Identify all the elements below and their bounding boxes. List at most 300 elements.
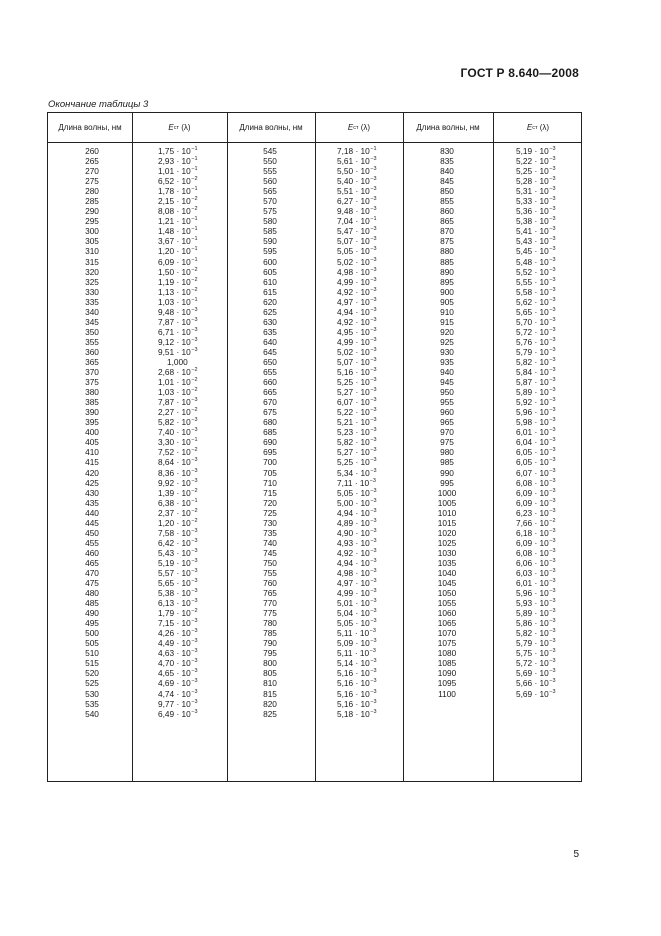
irradiance-cell: $5,70 \cdot 10^{-3}$ <box>516 316 556 327</box>
wavelength-cell: 860 <box>440 206 454 217</box>
irradiance-cell: $5,72 \cdot 10^{-3}$ <box>516 658 556 669</box>
irradiance-cell: $6,01 \cdot 10^{-3}$ <box>516 578 556 589</box>
irradiance-cell: $4,97 \cdot 10^{-3}$ <box>337 578 377 589</box>
wavelength-cell: 580 <box>263 216 277 227</box>
irradiance-cell: $5,86 \cdot 10^{-3}$ <box>516 618 556 629</box>
wavelength-cell: 385 <box>85 397 99 408</box>
wavelength-cell: 885 <box>440 256 454 267</box>
irradiance-cell: $7,15 \cdot 10^{-3}$ <box>158 618 198 629</box>
irradiance-cell: $5,00 \cdot 10^{-3}$ <box>337 497 377 508</box>
irradiance-cell: $5,25 \cdot 10^{-3}$ <box>516 166 556 177</box>
irradiance-cell: $5,89 \cdot 10^{-3}$ <box>516 608 556 619</box>
wavelength-cell: 1040 <box>437 567 457 578</box>
irradiance-cell: $5,05 \cdot 10^{-3}$ <box>337 618 377 629</box>
wavelength-cell: 700 <box>263 457 277 468</box>
wavelength-cell: 425 <box>85 477 99 488</box>
wavelength-cell: 920 <box>440 326 454 337</box>
irradiance-cell: $5,79 \cdot 10^{-3}$ <box>516 638 556 649</box>
wavelength-cell: 490 <box>85 608 99 619</box>
table-caption: Окончание таблицы 3 <box>48 99 149 110</box>
irradiance-cell: $6,07 \cdot 10^{-3}$ <box>516 467 556 478</box>
wavelength-cell: 1095 <box>437 678 457 689</box>
wavelength-cell: 775 <box>263 608 277 619</box>
irradiance-cell: $9,12 \cdot 10^{-3}$ <box>158 336 198 347</box>
wavelength-cell: 575 <box>263 206 277 217</box>
header-irradiance-3: E ст (λ) <box>526 123 550 132</box>
irradiance-cell: $4,74 \cdot 10^{-3}$ <box>158 688 198 699</box>
irradiance-cell: $9,92 \cdot 10^{-3}$ <box>158 477 198 488</box>
wavelength-cell: 660 <box>263 377 277 388</box>
irradiance-cell: $5,23 \cdot 10^{-3}$ <box>337 427 377 438</box>
wavelength-cell: 360 <box>85 346 99 357</box>
wavelength-cell: 1100 <box>438 688 456 699</box>
irradiance-cell: $5,19 \cdot 10^{-3}$ <box>516 146 556 156</box>
wavelength-cell: 730 <box>263 517 277 528</box>
wavelength-cell: 890 <box>440 266 454 277</box>
irradiance-cell: $5,41 \cdot 10^{-3}$ <box>516 226 556 237</box>
wavelength-cell: 875 <box>440 236 454 247</box>
wavelength-cell: 770 <box>263 598 277 609</box>
irradiance-cell: $5,58 \cdot 10^{-3}$ <box>516 286 556 297</box>
wavelength-cell: 480 <box>85 588 99 599</box>
wavelength-cell: 295 <box>85 216 99 227</box>
wavelength-cell: 960 <box>440 407 454 418</box>
wavelength-cell: 1035 <box>437 557 457 568</box>
irradiance-cell: $6,49 \cdot 10^{-3}$ <box>158 708 198 719</box>
irradiance-cell: $5,48 \cdot 10^{-3}$ <box>516 256 556 267</box>
wavelength-cell: 485 <box>85 598 99 609</box>
irradiance-cell: $6,08 \cdot 10^{-3}$ <box>516 477 556 488</box>
header-wavelength-1: Длина волны, нм <box>58 123 122 132</box>
wavelength-cell: 935 <box>440 356 454 367</box>
irradiance-cell: $5,22 \cdot 10^{-3}$ <box>337 407 377 418</box>
wavelength-cell: 925 <box>440 336 454 347</box>
irradiance-cell: $1,79 \cdot 10^{-2}$ <box>158 608 198 619</box>
wavelength-cell: 725 <box>263 507 277 518</box>
irradiance-cell: $4,98 \cdot 10^{-3}$ <box>337 567 377 578</box>
irradiance-cell: $2,93 \cdot 10^{-1}$ <box>158 156 198 167</box>
irradiance-cell: $5,72 \cdot 10^{-3}$ <box>516 326 556 337</box>
wavelength-cell: 510 <box>85 648 99 659</box>
irradiance-cell: $1,20 \cdot 10^{-1}$ <box>158 246 198 257</box>
irradiance-cell: $2,15 \cdot 10^{-2}$ <box>158 196 198 207</box>
irradiance-cell: $4,65 \cdot 10^{-3}$ <box>158 668 198 679</box>
irradiance-cell: $5,05 \cdot 10^{-3}$ <box>337 246 377 257</box>
irradiance-cell: $7,11 \cdot 10^{-3}$ <box>337 477 376 488</box>
irradiance-cell: $4,93 \cdot 10^{-3}$ <box>337 537 377 548</box>
irradiance-cell: $5,79 \cdot 10^{-3}$ <box>516 346 556 357</box>
irradiance-cell: $5,25 \cdot 10^{-3}$ <box>337 377 377 388</box>
irradiance-cell: $5,82 \cdot 10^{-3}$ <box>337 437 377 448</box>
wavelength-cell: 840 <box>440 166 454 177</box>
wavelength-cell: 475 <box>85 578 99 589</box>
irradiance-cell: $1,50 \cdot 10^{-2}$ <box>158 266 198 277</box>
irradiance-cell: $7,87 \cdot 10^{-3}$ <box>158 316 198 327</box>
irradiance-cell: $6,05 \cdot 10^{-3}$ <box>516 457 556 468</box>
irradiance-cell: $6,27 \cdot 10^{-3}$ <box>337 196 377 207</box>
irradiance-cell: $5,18 \cdot 10^{-3}$ <box>337 708 377 719</box>
irradiance-column-3 <box>516 146 556 699</box>
irradiance-cell: $5,16 \cdot 10^{-3}$ <box>337 367 377 378</box>
irradiance-cell: $4,90 \cdot 10^{-3}$ <box>337 527 377 538</box>
wavelength-cell: 335 <box>85 296 99 307</box>
wavelength-cell: 970 <box>440 427 454 438</box>
wavelength-cell: 910 <box>440 306 454 317</box>
irradiance-cell: $6,01 \cdot 10^{-3}$ <box>516 427 556 438</box>
standard-code: ГОСТ Р 8.640—2008 <box>460 66 579 80</box>
header-irradiance-2: E ст (λ) <box>347 123 371 132</box>
wavelength-cell: 455 <box>85 537 99 548</box>
spectral-table <box>47 112 582 782</box>
irradiance-cell: $5,04 \cdot 10^{-3}$ <box>337 608 377 619</box>
wavelength-cell: 880 <box>440 246 454 257</box>
wavelength-cell: 265 <box>85 156 99 167</box>
irradiance-cell: $4,69 \cdot 10^{-3}$ <box>158 678 198 689</box>
wavelength-cell: 370 <box>85 367 99 378</box>
header-irradiance-1: E ст (λ) <box>168 123 191 132</box>
irradiance-cell: $5,02 \cdot 10^{-3}$ <box>337 256 377 267</box>
wavelength-cell: 1045 <box>437 578 457 589</box>
wavelength-cell: 850 <box>440 186 454 197</box>
wavelength-cell: 680 <box>263 417 277 428</box>
irradiance-cell: $9,51 \cdot 10^{-3}$ <box>158 346 198 357</box>
irradiance-cell: $5,87 \cdot 10^{-3}$ <box>516 377 556 388</box>
wavelength-cell: 765 <box>263 588 277 599</box>
irradiance-cell: $5,07 \cdot 10^{-3}$ <box>337 236 377 247</box>
irradiance-column-1 <box>158 146 198 719</box>
irradiance-cell: $7,52 \cdot 10^{-2}$ <box>158 447 198 458</box>
header-wavelength-2: Длина волны, нм <box>239 123 303 132</box>
irradiance-cell: $5,27 \cdot 10^{-3}$ <box>337 447 377 458</box>
irradiance-cell: $5,31 \cdot 10^{-3}$ <box>516 186 556 197</box>
irradiance-cell: $1,75 \cdot 10^{-1}$ <box>158 146 198 156</box>
irradiance-cell: $4,89 \cdot 10^{-3}$ <box>337 517 377 528</box>
irradiance-cell: $4,99 \cdot 10^{-3}$ <box>337 336 377 347</box>
irradiance-cell: $4,99 \cdot 10^{-3}$ <box>337 588 377 599</box>
wavelength-cell: 830 <box>440 146 454 156</box>
wavelength-cell: 465 <box>85 557 99 568</box>
wavelength-cell: 325 <box>85 276 99 287</box>
wavelength-column-1 <box>62 146 122 719</box>
wavelength-cell: 565 <box>263 186 277 197</box>
irradiance-cell: $6,06 \cdot 10^{-3}$ <box>516 557 556 568</box>
irradiance-cell: $5,55 \cdot 10^{-3}$ <box>516 276 556 287</box>
wavelength-cell: 600 <box>263 256 277 267</box>
wavelength-cell: 280 <box>85 186 99 197</box>
wavelength-cell: 290 <box>85 206 99 217</box>
wavelength-cell: 615 <box>263 286 277 297</box>
wavelength-cell: 905 <box>440 296 454 307</box>
irradiance-cell: $6,03 \cdot 10^{-3}$ <box>516 567 556 578</box>
wavelength-cell: 560 <box>263 176 277 187</box>
wavelength-cell: 305 <box>85 236 99 247</box>
irradiance-cell: $5,82 \cdot 10^{-3}$ <box>158 417 198 428</box>
irradiance-cell: $4,95 \cdot 10^{-3}$ <box>337 326 377 337</box>
wavelength-cell: 815 <box>263 688 277 699</box>
wavelength-cell: 820 <box>263 698 277 709</box>
irradiance-cell: $6,09 \cdot 10^{-3}$ <box>516 537 556 548</box>
irradiance-cell: $4,97 \cdot 10^{-3}$ <box>337 296 377 307</box>
wavelength-cell: 835 <box>440 156 454 167</box>
irradiance-cell: $5,62 \cdot 10^{-3}$ <box>516 296 556 307</box>
wavelength-cell: 740 <box>263 537 277 548</box>
irradiance-cell: $5,93 \cdot 10^{-3}$ <box>516 598 556 609</box>
irradiance-cell: $9,48 \cdot 10^{-3}$ <box>158 306 198 317</box>
wavelength-cell: 685 <box>263 427 277 438</box>
irradiance-cell: $1,20 \cdot 10^{-2}$ <box>158 517 198 528</box>
wavelength-cell: 495 <box>85 618 99 629</box>
irradiance-cell: $5,21 \cdot 10^{-3}$ <box>337 417 377 428</box>
wavelength-cell: 940 <box>440 367 454 378</box>
irradiance-cell: $5,69 \cdot 10^{-3}$ <box>516 668 556 679</box>
irradiance-cell: $6,09 \cdot 10^{-3}$ <box>516 487 556 498</box>
wavelength-cell: 1090 <box>437 668 457 679</box>
wavelength-cell: 365 <box>85 356 99 367</box>
wavelength-cell: 675 <box>263 407 277 418</box>
irradiance-cell: $1,01 \cdot 10^{-1}$ <box>158 166 198 177</box>
wavelength-cell: 845 <box>440 176 454 187</box>
irradiance-cell: $6,09 \cdot 10^{-3}$ <box>516 497 556 508</box>
irradiance-cell: $5,76 \cdot 10^{-3}$ <box>516 336 556 347</box>
wavelength-cell: 405 <box>85 437 99 448</box>
irradiance-cell: $6,08 \cdot 10^{-3}$ <box>516 547 556 558</box>
wavelength-cell: 705 <box>263 467 277 478</box>
wavelength-cell: 535 <box>85 698 99 709</box>
irradiance-cell: $5,22 \cdot 10^{-3}$ <box>516 156 556 167</box>
wavelength-cell: 355 <box>85 336 99 347</box>
irradiance-cell: $6,07 \cdot 10^{-3}$ <box>337 397 377 408</box>
irradiance-cell: $4,92 \cdot 10^{-3}$ <box>337 286 377 297</box>
wavelength-cell: 930 <box>440 346 454 357</box>
irradiance-cell: $9,77 \cdot 10^{-3}$ <box>158 698 198 709</box>
irradiance-cell: $2,68 \cdot 10^{-2}$ <box>158 367 198 378</box>
irradiance-cell: $5,89 \cdot 10^{-3}$ <box>516 387 556 398</box>
irradiance-cell: $5,34 \cdot 10^{-3}$ <box>337 467 377 478</box>
wavelength-cell: 915 <box>440 316 454 327</box>
irradiance-cell: $4,49 \cdot 10^{-3}$ <box>158 638 198 649</box>
irradiance-cell: $5,50 \cdot 10^{-3}$ <box>337 166 377 177</box>
wavelength-cell: 275 <box>85 176 99 187</box>
irradiance-cell: $4,99 \cdot 10^{-3}$ <box>337 276 377 287</box>
irradiance-cell: $6,52 \cdot 10^{-2}$ <box>158 176 198 187</box>
irradiance-cell: $5,16 \cdot 10^{-3}$ <box>337 698 377 709</box>
irradiance-cell: $7,58 \cdot 10^{-3}$ <box>158 527 198 538</box>
wavelength-cell: 1020 <box>437 527 457 538</box>
wavelength-cell: 530 <box>85 688 99 699</box>
wavelength-cell: 500 <box>85 628 99 639</box>
wavelength-cell: 380 <box>85 387 99 398</box>
wavelength-cell: 825 <box>263 708 277 719</box>
wavelength-cell: 1065 <box>437 618 457 629</box>
wavelength-cell: 375 <box>85 377 99 388</box>
wavelength-cell: 1070 <box>437 628 457 639</box>
wavelength-cell: 655 <box>263 367 277 378</box>
irradiance-cell: $5,38 \cdot 10^{-3}$ <box>158 588 198 599</box>
wavelength-cell: 585 <box>263 226 277 237</box>
wavelength-cell: 690 <box>263 437 277 448</box>
wavelength-cell: 955 <box>440 397 454 408</box>
wavelength-cell: 995 <box>440 477 454 488</box>
wavelength-cell: 445 <box>85 517 99 528</box>
irradiance-cell: $5,43 \cdot 10^{-3}$ <box>516 236 556 247</box>
wavelength-cell: 270 <box>85 166 99 177</box>
wavelength-cell: 990 <box>440 467 454 478</box>
wavelength-cell: 745 <box>263 547 277 558</box>
wavelength-cell: 755 <box>263 567 277 578</box>
wavelength-cell: 1030 <box>437 547 457 558</box>
irradiance-cell: $9,48 \cdot 10^{-3}$ <box>337 206 377 217</box>
wavelength-cell: 1050 <box>437 588 457 599</box>
wavelength-cell: 470 <box>85 567 99 578</box>
wavelength-cell: 285 <box>85 196 99 207</box>
wavelength-cell: 805 <box>263 668 277 679</box>
irradiance-cell: $1,19 \cdot 10^{-2}$ <box>158 276 198 287</box>
irradiance-cell: $4,94 \cdot 10^{-3}$ <box>337 557 377 568</box>
wavelength-cell: 635 <box>263 326 277 337</box>
wavelength-cell: 985 <box>440 457 454 468</box>
wavelength-cell: 345 <box>85 316 99 327</box>
wavelength-cell: 540 <box>85 708 99 719</box>
wavelength-cell: 800 <box>263 658 277 669</box>
wavelength-cell: 895 <box>440 276 454 287</box>
wavelength-cell: 310 <box>85 246 99 257</box>
wavelength-cell: 460 <box>85 547 99 558</box>
irradiance-cell: $7,18 \cdot 10^{-1}$ <box>337 146 377 156</box>
irradiance-cell: $5,96 \cdot 10^{-3}$ <box>516 407 556 418</box>
irradiance-cell: $6,05 \cdot 10^{-3}$ <box>516 447 556 458</box>
wavelength-cell: 945 <box>440 377 454 388</box>
wavelength-cell: 1000 <box>437 487 457 498</box>
wavelength-cell: 950 <box>440 387 454 398</box>
irradiance-cell: $7,66 \cdot 10^{-2}$ <box>516 517 556 528</box>
wavelength-cell: 620 <box>263 296 277 307</box>
irradiance-cell: $4,26 \cdot 10^{-3}$ <box>158 628 198 639</box>
wavelength-cell: 720 <box>263 497 277 508</box>
wavelength-cell: 545 <box>263 146 277 156</box>
wavelength-cell: 640 <box>263 336 277 347</box>
irradiance-cell: $5,84 \cdot 10^{-3}$ <box>516 367 556 378</box>
wavelength-cell: 260 <box>85 146 99 156</box>
irradiance-cell: $2,27 \cdot 10^{-2}$ <box>158 407 198 418</box>
wavelength-cell: 320 <box>85 266 99 277</box>
wavelength-cell: 750 <box>263 557 277 568</box>
irradiance-cell: $6,09 \cdot 10^{-1}$ <box>158 256 198 267</box>
header-wavelength-3: Длина волны, нм <box>416 123 480 132</box>
irradiance-cell: $5,07 \cdot 10^{-3}$ <box>337 356 377 367</box>
irradiance-cell: $5,27 \cdot 10^{-3}$ <box>337 387 377 398</box>
wavelength-cell: 415 <box>85 457 99 468</box>
irradiance-cell: $1,39 \cdot 10^{-2}$ <box>158 487 198 498</box>
wavelength-cell: 760 <box>263 578 277 589</box>
wavelength-cell: 300 <box>85 226 99 237</box>
irradiance-cell: $5,14 \cdot 10^{-3}$ <box>337 658 377 669</box>
wavelength-cell: 555 <box>263 166 277 177</box>
wavelength-cell: 870 <box>440 226 454 237</box>
irradiance-column-2 <box>337 146 377 719</box>
wavelength-cell: 350 <box>85 326 99 337</box>
wavelength-cell: 520 <box>85 668 99 679</box>
irradiance-cell: $3,30 \cdot 10^{-1}$ <box>158 437 198 448</box>
irradiance-cell: $5,36 \cdot 10^{-3}$ <box>516 206 556 217</box>
wavelength-cell: 1080 <box>437 648 457 659</box>
wavelength-cell: 605 <box>263 266 277 277</box>
irradiance-cell: $5,51 \cdot 10^{-3}$ <box>337 186 377 197</box>
irradiance-cell: $5,57 \cdot 10^{-3}$ <box>158 567 198 578</box>
page-number: 5 <box>573 849 579 860</box>
irradiance-cell: $5,61 \cdot 10^{-3}$ <box>337 156 377 167</box>
wavelength-cell: 450 <box>85 527 99 538</box>
wavelength-cell: 900 <box>440 286 454 297</box>
irradiance-cell: $4,70 \cdot 10^{-3}$ <box>158 658 198 669</box>
irradiance-cell: $5,82 \cdot 10^{-3}$ <box>516 356 556 367</box>
irradiance-cell: $4,94 \cdot 10^{-3}$ <box>337 507 377 518</box>
irradiance-cell: $8,36 \cdot 10^{-3}$ <box>158 467 198 478</box>
irradiance-cell: $1,48 \cdot 10^{-1}$ <box>158 226 198 237</box>
irradiance-cell: $3,67 \cdot 10^{-1}$ <box>158 236 198 247</box>
wavelength-cell: 735 <box>263 527 277 538</box>
wavelength-cell: 515 <box>85 658 99 669</box>
irradiance-cell: $1,03 \cdot 10^{-1}$ <box>158 296 198 307</box>
wavelength-cell: 595 <box>263 246 277 257</box>
wavelength-cell: 630 <box>263 316 277 327</box>
wavelength-cell: 980 <box>440 447 454 458</box>
irradiance-cell: $1,21 \cdot 10^{-1}$ <box>158 216 198 227</box>
wavelength-cell: 780 <box>263 618 277 629</box>
irradiance-cell: $1,03 \cdot 10^{-2}$ <box>158 387 198 398</box>
wavelength-cell: 525 <box>85 678 99 689</box>
irradiance-cell: $4,92 \cdot 10^{-3}$ <box>337 316 377 327</box>
wavelength-cell: 790 <box>263 638 277 649</box>
wavelength-cell: 695 <box>263 447 277 458</box>
irradiance-cell: 1,000 <box>167 356 188 367</box>
irradiance-cell: $5,43 \cdot 10^{-3}$ <box>158 547 198 558</box>
wavelength-cell: 610 <box>263 276 277 287</box>
wavelength-cell: 855 <box>440 196 454 207</box>
irradiance-cell: $5,28 \cdot 10^{-3}$ <box>516 176 556 187</box>
irradiance-cell: $6,13 \cdot 10^{-3}$ <box>158 598 198 609</box>
irradiance-cell: $5,38 \cdot 10^{-3}$ <box>516 216 556 227</box>
wavelength-cell: 1005 <box>437 497 457 508</box>
wavelength-cell: 420 <box>85 467 99 478</box>
wavelength-cell: 1085 <box>437 658 457 669</box>
irradiance-cell: $5,11 \cdot 10^{-3}$ <box>337 648 376 659</box>
irradiance-cell: $5,45 \cdot 10^{-3}$ <box>516 246 556 257</box>
irradiance-cell: $6,04 \cdot 10^{-3}$ <box>516 437 556 448</box>
irradiance-cell: $5,01 \cdot 10^{-3}$ <box>337 598 377 609</box>
irradiance-cell: $7,40 \cdot 10^{-3}$ <box>158 427 198 438</box>
wavelength-cell: 505 <box>85 638 99 649</box>
irradiance-cell: $5,09 \cdot 10^{-3}$ <box>337 638 377 649</box>
irradiance-cell: $6,42 \cdot 10^{-3}$ <box>158 537 198 548</box>
wavelength-cell: 330 <box>85 286 99 297</box>
wavelength-cell: 710 <box>263 477 277 488</box>
irradiance-cell: $2,37 \cdot 10^{-2}$ <box>158 507 198 518</box>
irradiance-cell: $5,33 \cdot 10^{-3}$ <box>516 196 556 207</box>
wavelength-cell: 410 <box>85 447 99 458</box>
irradiance-cell: $5,75 \cdot 10^{-3}$ <box>516 648 556 659</box>
irradiance-cell: $5,16 \cdot 10^{-3}$ <box>337 688 377 699</box>
wavelength-cell: 430 <box>85 487 99 498</box>
wavelength-column-2 <box>240 146 300 719</box>
wavelength-column-3 <box>417 146 477 699</box>
wavelength-cell: 340 <box>85 306 99 317</box>
wavelength-cell: 390 <box>85 407 99 418</box>
irradiance-cell: $6,18 \cdot 10^{-3}$ <box>516 527 556 538</box>
wavelength-cell: 395 <box>85 417 99 428</box>
wavelength-cell: 435 <box>85 497 99 508</box>
irradiance-cell: $5,05 \cdot 10^{-3}$ <box>337 487 377 498</box>
irradiance-cell: $5,92 \cdot 10^{-3}$ <box>516 397 556 408</box>
